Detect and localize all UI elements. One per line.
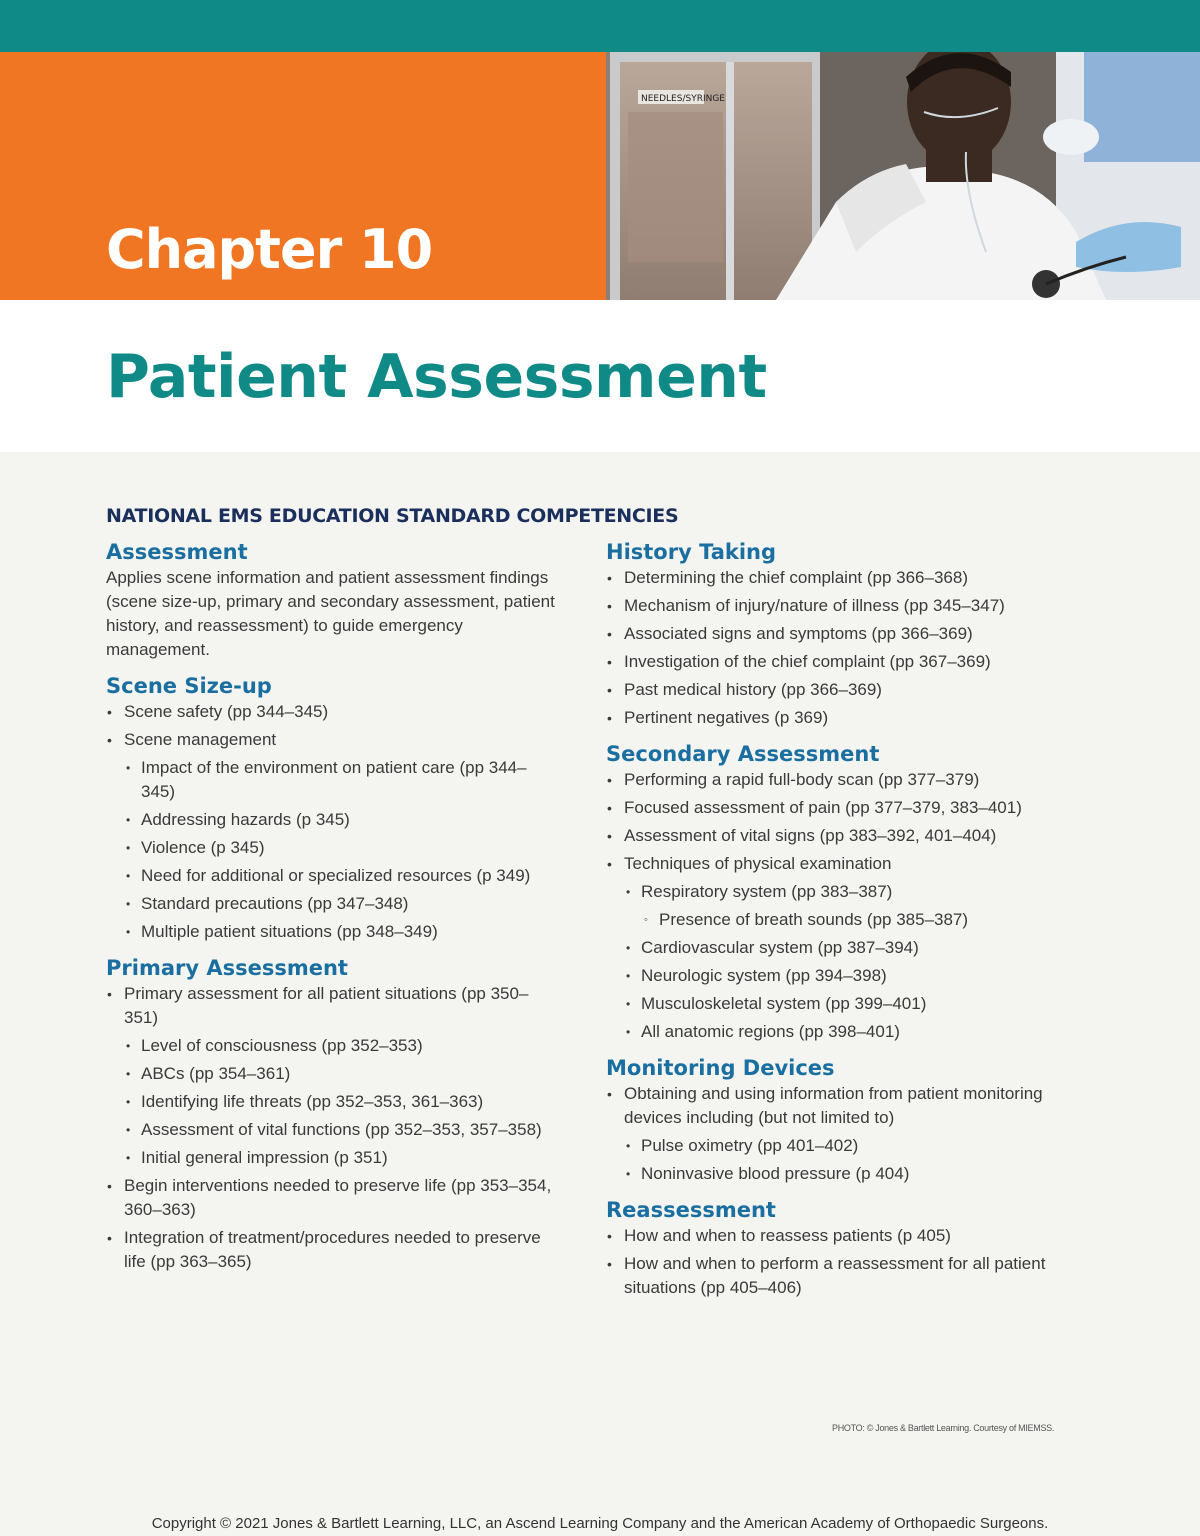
bullet-icon: • bbox=[607, 570, 612, 586]
list-item bbox=[606, 768, 1056, 792]
list-item bbox=[106, 982, 556, 1030]
list-item-text: Standard precautions (pp 347–348) bbox=[141, 894, 409, 913]
section-title-scene-sizeup: Scene Size-up bbox=[106, 674, 272, 698]
bullet-icon: • bbox=[126, 869, 131, 883]
list-item-text: Investigation of the chief complaint (pp 367–369) bbox=[624, 652, 991, 671]
list-item bbox=[606, 1082, 1056, 1130]
chapter-label: Chapter 10 bbox=[106, 218, 433, 281]
competencies-heading: NATIONAL EMS EDUCATION STANDARD COMPETENCIES bbox=[106, 505, 679, 527]
list-item bbox=[606, 880, 1056, 904]
list-item bbox=[106, 700, 556, 724]
bullet-icon: • bbox=[126, 1095, 131, 1109]
list-item-text: Level of consciousness (pp 352–353) bbox=[141, 1036, 423, 1055]
list-item bbox=[606, 936, 1056, 960]
bullet-icon: • bbox=[607, 654, 612, 670]
bullet-icon: • bbox=[626, 1167, 631, 1181]
list-item bbox=[106, 864, 556, 888]
list-item-text: How and when to perform a reassessment for all patient situations (pp 405–406) bbox=[624, 1254, 1046, 1297]
list-item bbox=[106, 756, 556, 804]
bullet-icon: • bbox=[607, 1228, 612, 1244]
bullet-icon: • bbox=[107, 704, 112, 720]
list-item-text: Identifying life threats (pp 352–353, 361–363) bbox=[141, 1092, 484, 1111]
section-title-assessment: Assessment bbox=[106, 540, 248, 564]
bullet-icon: • bbox=[626, 885, 631, 899]
list-item-text: Presence of breath sounds (pp 385–387) bbox=[659, 910, 969, 929]
list-item-text: Cardiovascular system (pp 387–394) bbox=[641, 938, 919, 957]
bullet-icon: • bbox=[607, 626, 612, 642]
list-item bbox=[606, 824, 1056, 848]
bullet-icon: • bbox=[126, 897, 131, 911]
list-item-text: Violence (p 345) bbox=[141, 838, 265, 857]
list-item-text: Pertinent negatives (p 369) bbox=[624, 708, 829, 727]
list-item bbox=[106, 1146, 556, 1170]
bullet-icon: • bbox=[607, 856, 612, 872]
list-item bbox=[606, 650, 1056, 674]
list-item bbox=[606, 622, 1056, 646]
cover-photo bbox=[606, 52, 1200, 300]
history-taking-list bbox=[606, 566, 1056, 730]
bullet-icon: • bbox=[626, 1139, 631, 1153]
list-item bbox=[106, 1226, 556, 1274]
bullet-icon: • bbox=[626, 969, 631, 983]
list-item-text: Techniques of physical examination bbox=[624, 854, 892, 873]
page-title: Patient Assessment bbox=[106, 342, 767, 412]
list-item-text: Multiple patient situations (pp 348–349) bbox=[141, 922, 438, 941]
list-item-text: Addressing hazards (p 345) bbox=[141, 810, 350, 829]
list-item bbox=[606, 1134, 1056, 1158]
list-item-text: Impact of the environment on patient care (pp 344–345) bbox=[141, 758, 527, 801]
top-teal-band bbox=[0, 0, 1200, 52]
list-item bbox=[606, 1224, 1056, 1248]
bullet-icon: • bbox=[126, 925, 131, 939]
bullet-icon: • bbox=[607, 772, 612, 788]
list-item-text: Scene safety (pp 344–345) bbox=[124, 702, 329, 721]
sharps-sign-text: NEEDLES/SYRINGE bbox=[641, 94, 725, 104]
bullet-icon: • bbox=[126, 1039, 131, 1053]
list-item-text: All anatomic regions (pp 398–401) bbox=[641, 1022, 900, 1041]
photo-credit: PHOTO: © Jones & Bartlett Learning. Courtesy of MIEMSS. bbox=[832, 1423, 1055, 1433]
list-item-text: Noninvasive blood pressure (p 404) bbox=[641, 1164, 910, 1183]
list-item-text: Focused assessment of pain (pp 377–379, 383–401) bbox=[624, 798, 1022, 817]
list-item bbox=[606, 594, 1056, 618]
list-item-text: Determining the chief complaint (pp 366–368) bbox=[624, 568, 968, 587]
list-item-text: How and when to reassess patients (p 405) bbox=[624, 1226, 951, 1245]
list-item-text: Performing a rapid full-body scan (pp 377–379) bbox=[624, 770, 980, 789]
reassessment-list bbox=[606, 1224, 1056, 1300]
list-item bbox=[606, 678, 1056, 702]
list-item-text: Initial general impression (p 351) bbox=[141, 1148, 388, 1167]
bullet-icon: • bbox=[607, 800, 612, 816]
list-item bbox=[106, 1034, 556, 1058]
list-item-text: Obtaining and using information from patient monitoring devices including (but not limited to) bbox=[624, 1084, 1043, 1127]
bullet-icon: • bbox=[607, 1256, 612, 1272]
bullet-icon: • bbox=[126, 761, 131, 775]
copyright-notice: Copyright © 2021 Jones & Bartlett Learning, LLC, an Ascend Learning Company and the American Academy of Orthopaedic Surgeons. bbox=[151, 1515, 1049, 1532]
bullet-icon: • bbox=[626, 941, 631, 955]
bullet-icon: • bbox=[607, 1086, 612, 1102]
list-item-text: Respiratory system (pp 383–387) bbox=[641, 882, 893, 901]
monitoring-devices-list bbox=[606, 1082, 1056, 1186]
bullet-icon: • bbox=[626, 997, 631, 1011]
list-item bbox=[106, 728, 556, 752]
bullet-icon: • bbox=[107, 986, 112, 1002]
bullet-icon: ◦ bbox=[644, 914, 648, 926]
list-item bbox=[606, 1252, 1056, 1300]
bullet-icon: • bbox=[607, 828, 612, 844]
bullet-icon: • bbox=[126, 1067, 131, 1081]
bullet-icon: • bbox=[107, 732, 112, 748]
list-item-text: Pulse oximetry (pp 401–402) bbox=[641, 1136, 859, 1155]
list-item-text: Neurologic system (pp 394–398) bbox=[641, 966, 887, 985]
list-item bbox=[606, 1162, 1056, 1186]
bullet-icon: • bbox=[607, 710, 612, 726]
list-item bbox=[606, 908, 1056, 932]
bullet-icon: • bbox=[607, 598, 612, 614]
list-item bbox=[106, 920, 556, 944]
list-item bbox=[106, 892, 556, 916]
list-item-text: Assessment of vital functions (pp 352–353, 357–358) bbox=[141, 1120, 542, 1139]
left-column bbox=[106, 538, 556, 1278]
list-item bbox=[106, 1090, 556, 1114]
assessment-description: Applies scene information and patient assessment findings (scene size-up, primary and secondary assessment, patient history, and reassessment) to guide emergency management. bbox=[106, 568, 555, 659]
bullet-icon: • bbox=[107, 1178, 112, 1194]
list-item bbox=[606, 796, 1056, 820]
list-item-text: Assessment of vital signs (pp 383–392, 401–404) bbox=[624, 826, 997, 845]
list-item-text: Need for additional or specialized resources (p 349) bbox=[141, 866, 531, 885]
scene-sizeup-list bbox=[106, 700, 556, 944]
right-column bbox=[606, 538, 1056, 1304]
bullet-icon: • bbox=[126, 841, 131, 855]
secondary-assessment-list bbox=[606, 768, 1056, 1044]
bullet-icon: • bbox=[126, 813, 131, 827]
bullet-icon: • bbox=[126, 1151, 131, 1165]
list-item-text: Past medical history (pp 366–369) bbox=[624, 680, 882, 699]
list-item-text: ABCs (pp 354–361) bbox=[141, 1064, 291, 1083]
list-item bbox=[606, 1020, 1056, 1044]
list-item-text: Integration of treatment/procedures needed to preserve life (pp 363–365) bbox=[124, 1228, 541, 1271]
bullet-icon: • bbox=[626, 1025, 631, 1039]
list-item bbox=[606, 852, 1056, 876]
list-item-text: Mechanism of injury/nature of illness (pp 345–347) bbox=[624, 596, 1005, 615]
list-item-text: Begin interventions needed to preserve life (pp 353–354, 360–363) bbox=[124, 1176, 552, 1219]
section-title-history-taking: History Taking bbox=[606, 540, 777, 564]
bullet-icon: • bbox=[607, 682, 612, 698]
bullet-icon: • bbox=[126, 1123, 131, 1137]
list-item-text: Associated signs and symptoms (pp 366–369) bbox=[624, 624, 973, 643]
list-item bbox=[106, 1174, 556, 1222]
list-item bbox=[106, 836, 556, 860]
section-title-reassessment: Reassessment bbox=[606, 1198, 776, 1222]
list-item-text: Primary assessment for all patient situations (pp 350–351) bbox=[124, 984, 529, 1027]
list-item bbox=[606, 566, 1056, 590]
primary-assessment-list bbox=[106, 982, 556, 1274]
bullet-icon: • bbox=[107, 1230, 112, 1246]
list-item bbox=[106, 1118, 556, 1142]
list-item bbox=[106, 1062, 556, 1086]
section-title-monitoring-devices: Monitoring Devices bbox=[606, 1056, 835, 1080]
list-item-text: Scene management bbox=[124, 730, 277, 749]
section-title-secondary-assessment: Secondary Assessment bbox=[606, 742, 880, 766]
list-item bbox=[606, 706, 1056, 730]
section-title-primary-assessment: Primary Assessment bbox=[106, 956, 348, 980]
list-item bbox=[606, 992, 1056, 1016]
list-item bbox=[106, 808, 556, 832]
list-item-text: Musculoskeletal system (pp 399–401) bbox=[641, 994, 927, 1013]
list-item bbox=[606, 964, 1056, 988]
